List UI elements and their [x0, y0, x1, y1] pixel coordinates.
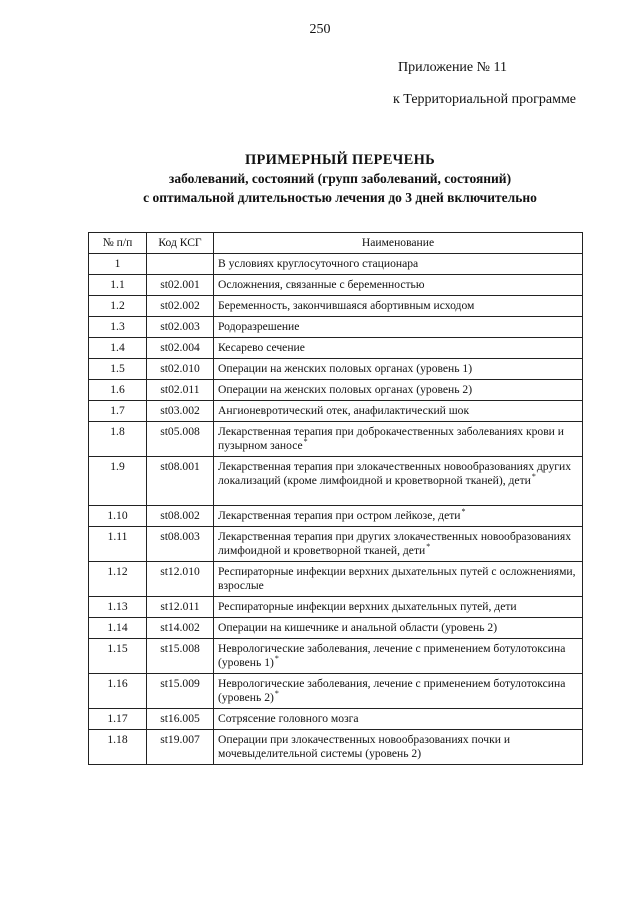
row-name: Сотрясение головного мозга	[218, 712, 359, 725]
row-number: 1.14	[89, 618, 147, 639]
row-name: Лекарственная терапия при доброкачественных заболеваниях крови и пузырном заносе	[218, 425, 564, 452]
ksg-code: st02.004	[147, 338, 214, 359]
ksg-code: st05.008	[147, 422, 214, 457]
column-header-code: Код КСГ	[147, 233, 214, 254]
ksg-code: st02.003	[147, 317, 214, 338]
row-number: 1.18	[89, 730, 147, 765]
table-row	[89, 730, 583, 765]
title-line-2: заболеваний, состояний (групп заболеваний, состояний)	[168, 171, 512, 186]
diseases-table	[88, 232, 583, 765]
column-header-number: № п/п	[89, 233, 147, 254]
table-row	[89, 527, 583, 562]
column-header-name: Наименование	[214, 233, 583, 254]
row-name-cell	[214, 562, 583, 597]
row-number: 1.2	[89, 296, 147, 317]
ksg-code: st02.010	[147, 359, 214, 380]
row-name: Лекарственная терапия при остром лейкозе, дети	[218, 509, 461, 522]
row-name: Неврологические заболевания, лечение с применением ботулотоксина (уровень 2)	[218, 677, 566, 704]
table-row	[89, 422, 583, 457]
table-row	[89, 506, 583, 527]
ksg-code: st15.008	[147, 639, 214, 674]
row-name-cell	[214, 457, 583, 506]
row-name-cell	[214, 275, 583, 296]
table-row	[89, 401, 583, 422]
row-name-cell	[214, 506, 583, 527]
ksg-code: st15.009	[147, 674, 214, 709]
table-row	[89, 597, 583, 618]
table-row	[89, 457, 583, 506]
ksg-code: st02.001	[147, 275, 214, 296]
row-name-cell	[214, 380, 583, 401]
row-name: Беременность, закончившаяся абортивным исходом	[218, 299, 475, 312]
row-number: 1.4	[89, 338, 147, 359]
title-line-3: с оптимальной длительностью лечения до 3 дней включительно	[143, 190, 537, 205]
row-number: 1.8	[89, 422, 147, 457]
table-body	[89, 254, 583, 765]
table-row	[89, 674, 583, 709]
row-name: Операции на женских половых органах (уровень 1)	[218, 362, 473, 375]
row-name: Родоразрешение	[218, 320, 300, 333]
table-row	[89, 380, 583, 401]
row-name: Лекарственная терапия при других злокачественных новообразованиях лимфоидной и кроветворной тканей, дети	[218, 530, 571, 557]
row-name: Ангионевротический отек, анафилактический шок	[218, 404, 470, 417]
row-name: Кесарево сечение	[218, 341, 305, 354]
footnote-asterisk: *	[303, 437, 308, 447]
footnote-asterisk: *	[461, 507, 466, 517]
row-name: Осложнения, связанные с беременностью	[218, 278, 425, 291]
title-main: ПРИМЕРНЫЙ ПЕРЕЧЕНЬ	[244, 152, 436, 168]
row-name-cell	[214, 639, 583, 674]
ksg-code: st08.002	[147, 506, 214, 527]
table-row	[89, 317, 583, 338]
ksg-code: st08.001	[147, 457, 214, 506]
ksg-code: st16.005	[147, 709, 214, 730]
row-number: 1.5	[89, 359, 147, 380]
row-name-cell	[214, 359, 583, 380]
ksg-code: st14.002	[147, 618, 214, 639]
appendix-label: Приложение № 11	[398, 60, 507, 75]
ksg-code: st02.002	[147, 296, 214, 317]
ksg-code: st03.002	[147, 401, 214, 422]
table-row	[89, 639, 583, 674]
footnote-asterisk: *	[426, 542, 431, 552]
row-name-cell	[214, 317, 583, 338]
table-row	[89, 275, 583, 296]
row-name-cell	[214, 527, 583, 562]
row-number: 1.12	[89, 562, 147, 597]
table-row	[89, 254, 583, 275]
footnote-asterisk: *	[274, 654, 279, 664]
table-row	[89, 296, 583, 317]
row-name-cell	[214, 730, 583, 765]
footnote-asterisk: *	[531, 472, 536, 482]
row-number: 1.13	[89, 597, 147, 618]
row-name-cell	[214, 296, 583, 317]
row-number: 1.9	[89, 457, 147, 506]
table-row	[89, 359, 583, 380]
row-number: 1.10	[89, 506, 147, 527]
row-name-cell	[214, 254, 583, 275]
row-number: 1.1	[89, 275, 147, 296]
row-number: 1.3	[89, 317, 147, 338]
row-name: Операции на кишечнике и анальной области (уровень 2)	[218, 621, 498, 634]
row-name: Неврологические заболевания, лечение с применением ботулотоксина (уровень 1)	[218, 642, 566, 669]
document-title	[60, 152, 620, 207]
row-name-cell	[214, 618, 583, 639]
row-name: Лекарственная терапия при злокачественных новообразованиях других локализаций (кроме лимфоидной и кроветворной тканей), дети	[218, 460, 571, 487]
table-header-row	[89, 233, 583, 254]
ksg-code: st12.011	[147, 597, 214, 618]
ksg-code: st02.011	[147, 380, 214, 401]
ksg-code: st08.003	[147, 527, 214, 562]
row-name: Операции при злокачественных новообразованиях почки и мочевыделительной системы (уровень 2)	[218, 733, 511, 760]
row-number: 1.7	[89, 401, 147, 422]
row-name-cell	[214, 597, 583, 618]
table-row	[89, 338, 583, 359]
table-row	[89, 562, 583, 597]
page-number: 250	[309, 22, 331, 37]
footnote-asterisk: *	[274, 689, 279, 699]
ksg-code	[147, 254, 214, 275]
row-name-cell	[214, 338, 583, 359]
row-number: 1.16	[89, 674, 147, 709]
row-number: 1.6	[89, 380, 147, 401]
ksg-code: st19.007	[147, 730, 214, 765]
row-name-cell	[214, 674, 583, 709]
row-name: В условиях круглосуточного стационара	[218, 257, 419, 270]
row-name: Операции на женских половых органах (уровень 2)	[218, 383, 473, 396]
appendix-program-label: к Территориальной программе	[393, 92, 577, 107]
ksg-code: st12.010	[147, 562, 214, 597]
table-row	[89, 709, 583, 730]
row-name: Респираторные инфекции верхних дыхательных путей, дети	[218, 600, 517, 613]
row-number: 1.17	[89, 709, 147, 730]
row-number: 1.15	[89, 639, 147, 674]
table-row	[89, 618, 583, 639]
row-name-cell	[214, 401, 583, 422]
row-number: 1	[89, 254, 147, 275]
row-name: Респираторные инфекции верхних дыхательных путей с осложнениями, взрослые	[218, 565, 576, 592]
row-number: 1.11	[89, 527, 147, 562]
row-name-cell	[214, 709, 583, 730]
row-name-cell	[214, 422, 583, 457]
